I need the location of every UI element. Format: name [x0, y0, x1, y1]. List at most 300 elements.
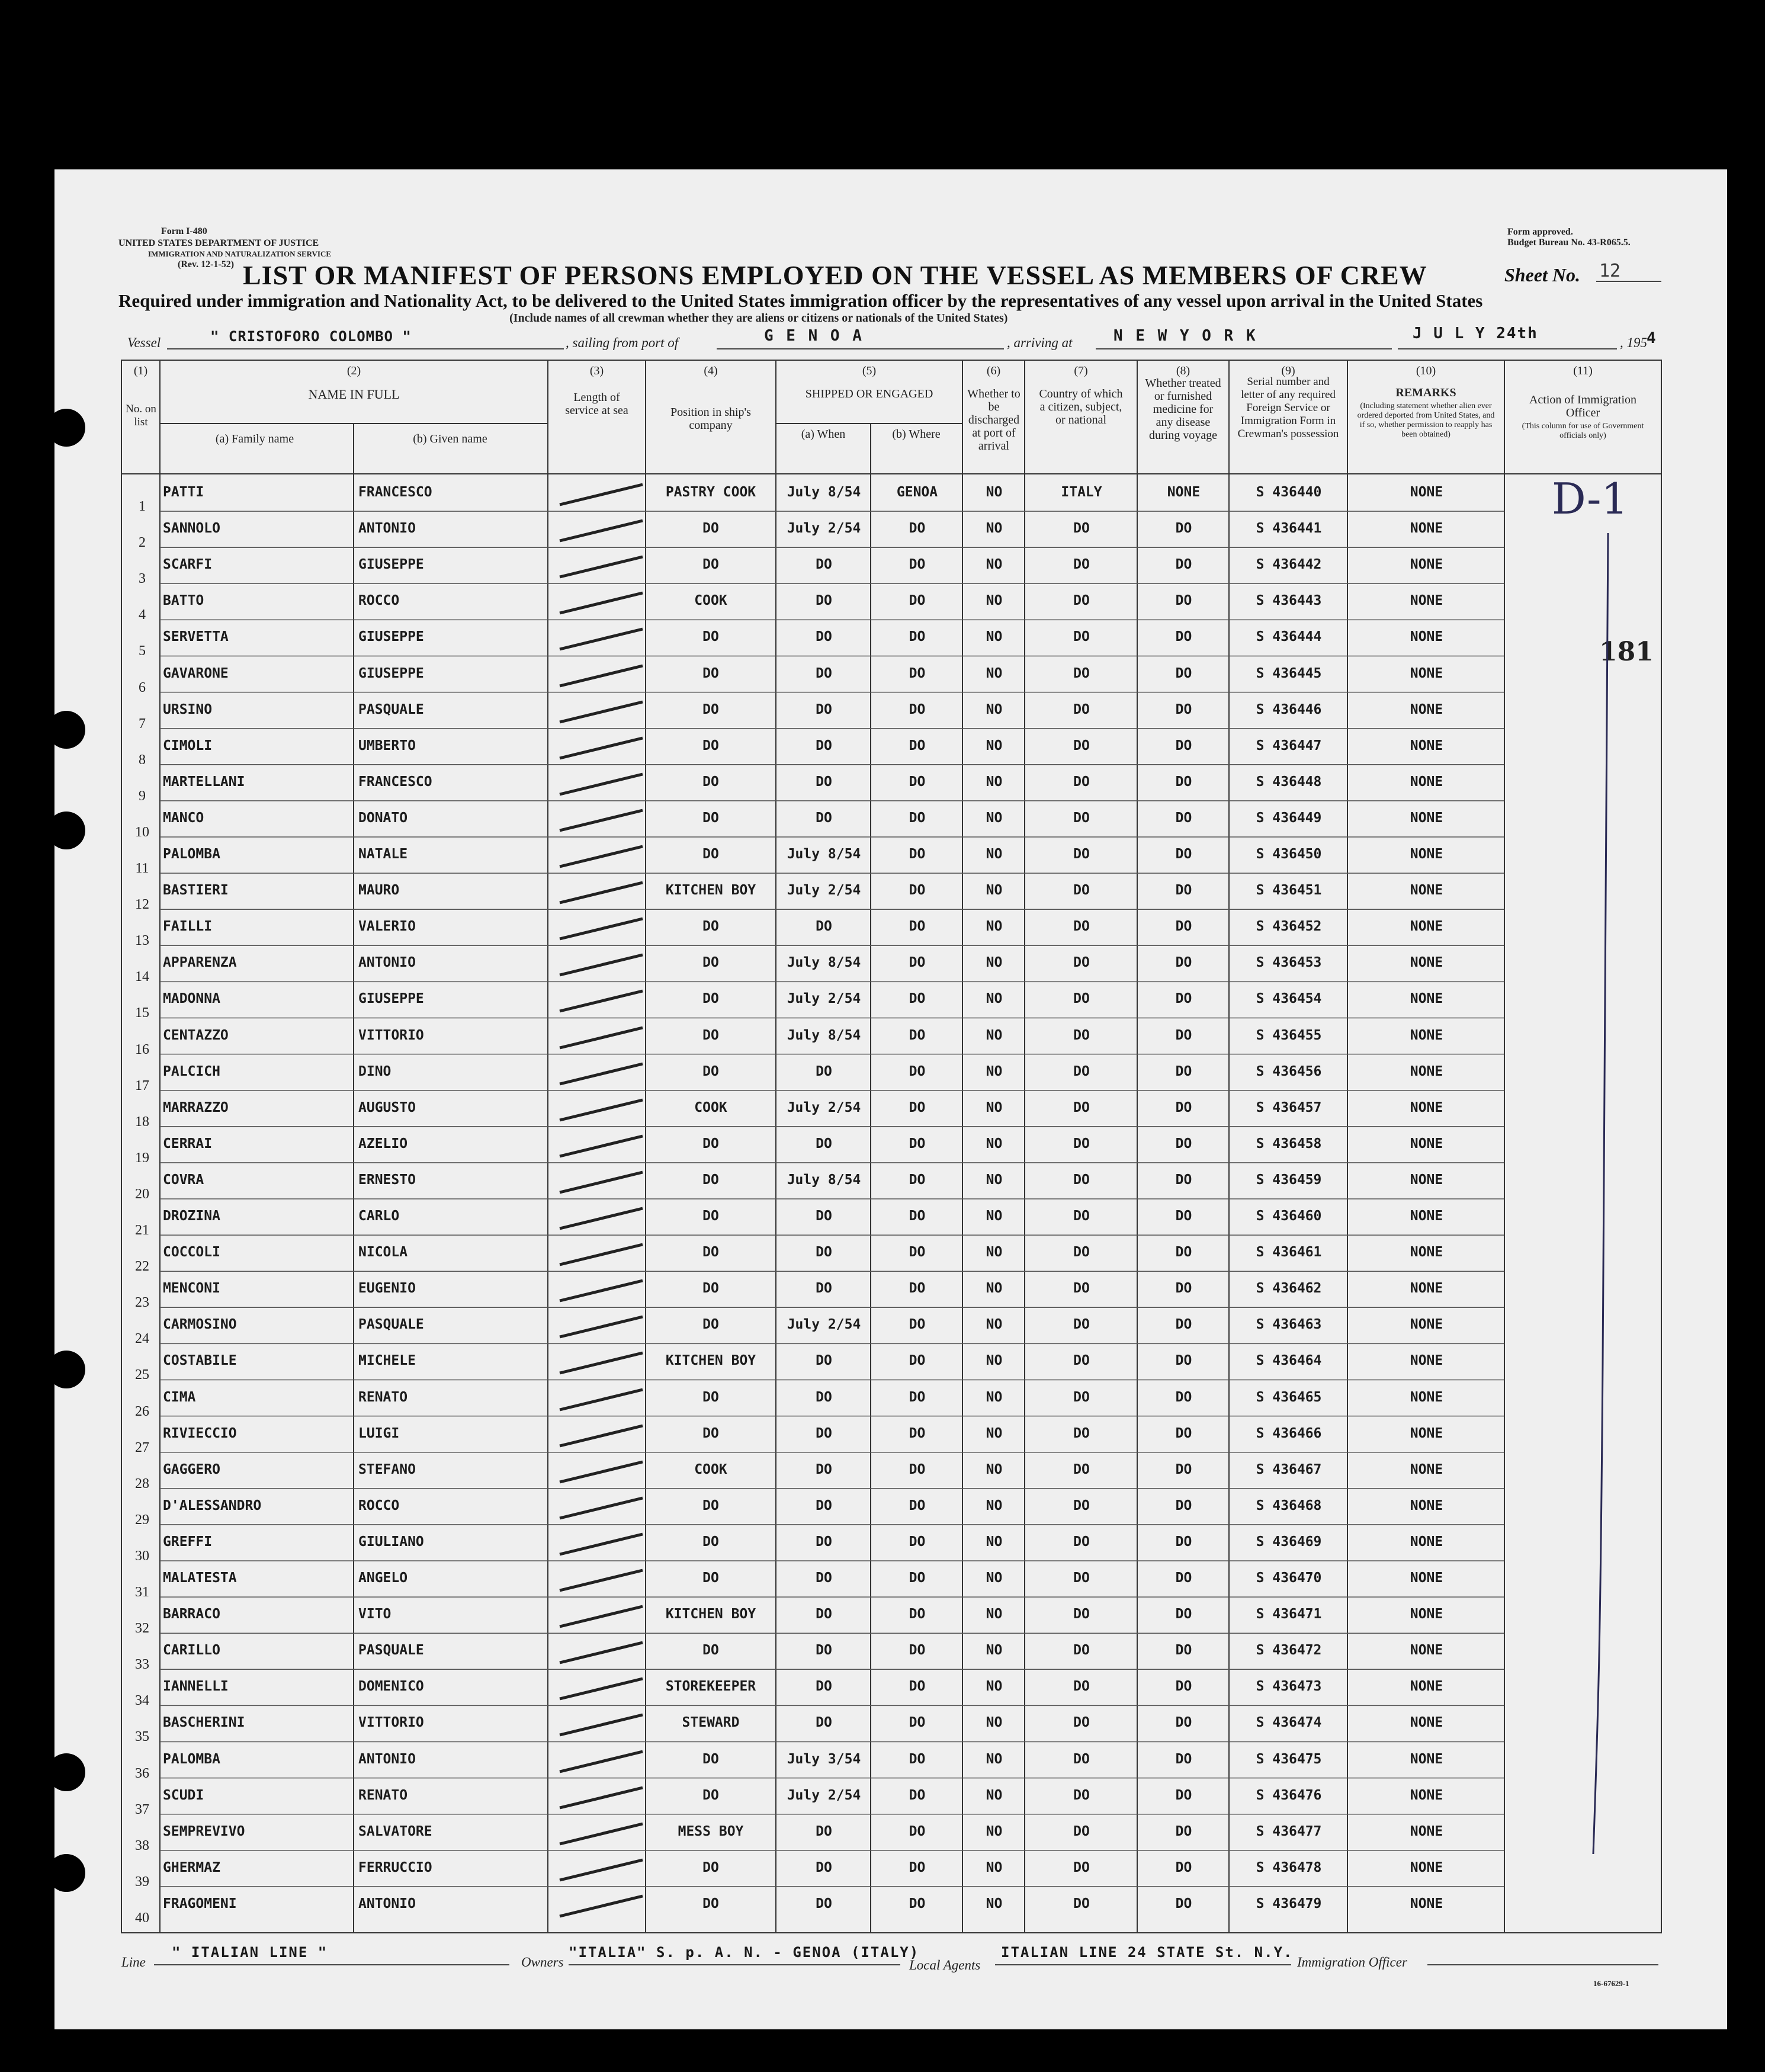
serial-number: S 436458: [1256, 1136, 1322, 1152]
service-length-strikeout: [554, 1820, 649, 1850]
remarks: NONE: [1410, 846, 1443, 862]
family-name: PALOMBA: [163, 846, 220, 862]
country: DO: [1073, 1679, 1090, 1695]
country: DO: [1073, 883, 1090, 899]
service-length-strikeout: [554, 1531, 649, 1560]
page-title: LIST OR MANIFEST OF PERSONS EMPLOYED ON THE VESSEL AS MEMBERS OF CREW: [243, 260, 1427, 290]
shipped-where: DO: [909, 1389, 926, 1405]
service-length-strikeout: [554, 1748, 649, 1778]
service-length-strikeout: [554, 589, 649, 619]
service-length-strikeout: [554, 481, 649, 511]
position: KITCHEN BOY: [665, 1606, 756, 1622]
shipped-when: DO: [816, 774, 832, 790]
shipped-when: July 8/54: [787, 1027, 861, 1043]
country: DO: [1073, 521, 1090, 537]
medicine: DO: [1175, 1461, 1192, 1477]
shipped-when: DO: [816, 701, 832, 717]
family-name: BASCHERINI: [163, 1715, 245, 1731]
discharged: NO: [986, 593, 1003, 609]
remarks: NONE: [1410, 665, 1443, 681]
service-length-strikeout: [554, 1639, 649, 1669]
discharged: NO: [986, 1461, 1003, 1477]
serial-number: S 436456: [1256, 1063, 1322, 1079]
country: DO: [1073, 955, 1090, 971]
discharged: NO: [986, 1751, 1003, 1767]
discharged: NO: [986, 1389, 1003, 1405]
row-number: 23: [135, 1295, 149, 1311]
country: DO: [1073, 1027, 1090, 1043]
service-length-strikeout: [554, 1024, 649, 1054]
service-length-strikeout: [554, 1784, 649, 1814]
service-length-strikeout: [554, 1277, 649, 1307]
discharged: NO: [986, 1715, 1003, 1731]
country: DO: [1073, 1353, 1090, 1369]
family-name: SEMPREVIVO: [163, 1823, 245, 1839]
shipped-when: DO: [816, 665, 832, 681]
port-of-sailing: G E N O A: [764, 327, 864, 345]
service-length-strikeout: [554, 915, 649, 945]
country: DO: [1073, 1136, 1090, 1152]
family-name: SCUDI: [163, 1787, 204, 1803]
given-name: GIULIANO: [358, 1534, 424, 1550]
discharged: NO: [986, 1823, 1003, 1839]
year-digit: 4: [1647, 329, 1658, 347]
shipped-when: DO: [816, 1895, 832, 1911]
remarks: NONE: [1410, 1136, 1443, 1152]
country: DO: [1073, 991, 1090, 1007]
position: DO: [702, 1027, 719, 1043]
remarks: NONE: [1410, 955, 1443, 971]
remarks: NONE: [1410, 810, 1443, 826]
remarks: NONE: [1410, 1245, 1443, 1260]
shipped-where: DO: [909, 557, 926, 573]
country: DO: [1073, 1895, 1090, 1911]
position: DO: [702, 1751, 719, 1767]
col-8-header: Whether treated or furnished medicine for any disease during voyage: [1145, 377, 1221, 442]
given-name: PASQUALE: [358, 1317, 424, 1333]
row-number: 34: [135, 1693, 149, 1709]
country: DO: [1073, 1172, 1090, 1188]
country: DO: [1073, 1643, 1090, 1659]
subtitle: Required under immigration and Nationality Act, to be delivered to the United States immigration officer by the representatives of any vessel upon arrival in the United States: [118, 290, 1483, 311]
shipped-when: July 8/54: [787, 1172, 861, 1188]
shipped-where: DO: [909, 1606, 926, 1622]
row-number: 29: [135, 1512, 149, 1528]
shipped-where: DO: [909, 593, 926, 609]
col-2-header: NAME IN FULL: [308, 387, 400, 402]
service-length-strikeout: [554, 1856, 649, 1886]
service-length-strikeout: [554, 517, 649, 547]
medicine: DO: [1175, 1099, 1192, 1115]
given-name: DONATO: [358, 810, 408, 826]
discharged: NO: [986, 883, 1003, 899]
discharged: NO: [986, 1497, 1003, 1513]
serial-number: S 436445: [1256, 665, 1322, 681]
row-number: 2: [139, 535, 146, 551]
remarks: NONE: [1410, 1063, 1443, 1079]
row-number: 3: [139, 571, 146, 587]
country: DO: [1073, 1606, 1090, 1622]
serial-number: S 436447: [1256, 737, 1322, 753]
col-7-header: Country of which a citizen, subject, or national: [1039, 387, 1123, 426]
given-name: VITTORIO: [358, 1715, 424, 1731]
family-name: FAILLI: [163, 919, 213, 935]
medicine: DO: [1175, 1136, 1192, 1152]
given-name: NATALE: [358, 846, 408, 862]
serial-number: S 436452: [1256, 919, 1322, 935]
row-number: 27: [135, 1439, 149, 1455]
position: DO: [702, 1063, 719, 1079]
col-2a-header: (a) Family name: [215, 432, 294, 445]
shipped-where: DO: [909, 1823, 926, 1839]
shipped-where: DO: [909, 1172, 926, 1188]
shipped-where: DO: [909, 991, 926, 1007]
row-number: 37: [135, 1801, 149, 1817]
service-length-strikeout: [554, 1096, 649, 1126]
serial-number: S 436470: [1256, 1570, 1322, 1586]
service-length-strikeout: [554, 1567, 649, 1596]
family-name: PALOMBA: [163, 1751, 220, 1767]
medicine: DO: [1175, 1679, 1192, 1695]
row-number: 14: [135, 969, 149, 985]
discharged: NO: [986, 1136, 1003, 1152]
row-number: 6: [139, 679, 146, 695]
line-label: Line: [121, 1955, 146, 1970]
discharged: NO: [986, 810, 1003, 826]
position: DO: [702, 629, 719, 645]
serial-number: S 436466: [1256, 1425, 1322, 1441]
given-name: SALVATORE: [358, 1823, 432, 1839]
medicine: DO: [1175, 1534, 1192, 1550]
service-length-strikeout: [554, 1386, 649, 1416]
shipped-when: DO: [816, 593, 832, 609]
remarks: NONE: [1410, 774, 1443, 790]
position: DO: [702, 1389, 719, 1405]
remarks: NONE: [1410, 593, 1443, 609]
medicine: DO: [1175, 955, 1192, 971]
shipped-when: DO: [816, 1208, 832, 1224]
service-length-strikeout: [554, 951, 649, 981]
remarks: NONE: [1410, 701, 1443, 717]
medicine: NONE: [1167, 485, 1201, 500]
family-name: APPARENZA: [163, 955, 237, 971]
medicine: DO: [1175, 665, 1192, 681]
position: KITCHEN BOY: [665, 883, 756, 899]
col-5-number: (5): [862, 364, 877, 377]
service-length-strikeout: [554, 1169, 649, 1198]
col-10-header: REMARKS: [1395, 386, 1456, 399]
given-name: RENATO: [358, 1787, 408, 1803]
shipped-when: July 2/54: [787, 1317, 861, 1333]
col-10-number: (10): [1416, 364, 1436, 377]
family-name: BATTO: [163, 593, 204, 609]
serial-number: S 436443: [1256, 593, 1322, 609]
medicine: DO: [1175, 1497, 1192, 1513]
shipped-when: July 8/54: [787, 485, 861, 500]
shipped-where: DO: [909, 1534, 926, 1550]
shipped-where: DO: [909, 1245, 926, 1260]
serial-number: S 436461: [1256, 1245, 1322, 1260]
service-length-strikeout: [554, 1205, 649, 1234]
shipped-when: DO: [816, 1063, 832, 1079]
row-number: 40: [135, 1910, 149, 1926]
country: DO: [1073, 665, 1090, 681]
vessel-name: " CRISTOFORO COLOMBO ": [210, 328, 412, 345]
serial-number: S 436469: [1256, 1534, 1322, 1550]
service-length-strikeout: [554, 771, 649, 800]
col-11-header: Action of Immigration Officer: [1529, 393, 1637, 419]
service-length-strikeout: [554, 662, 649, 692]
agents-label: Local Agents: [909, 1958, 981, 1972]
serial-number: S 436473: [1256, 1679, 1322, 1695]
serial-number: S 436477: [1256, 1823, 1322, 1839]
serial-number: S 436463: [1256, 1317, 1322, 1333]
remarks: NONE: [1410, 1787, 1443, 1803]
col-1-header: No. on list: [126, 403, 156, 428]
col-7-number: (7): [1074, 364, 1088, 377]
col-9-number: (9): [1281, 364, 1295, 377]
row-number: 30: [135, 1548, 149, 1564]
position: DO: [702, 1497, 719, 1513]
medicine: DO: [1175, 1823, 1192, 1839]
position: DO: [702, 1425, 719, 1441]
col-8-number: (8): [1176, 364, 1190, 377]
shipped-where: DO: [909, 1751, 926, 1767]
family-name: FRAGOMENI: [163, 1895, 237, 1911]
budget-bureau-line: Budget Bureau No. 43-R065.5.: [1507, 238, 1631, 248]
service-length-strikeout: [554, 698, 649, 728]
family-name: BASTIERI: [163, 883, 229, 899]
position: DO: [702, 1172, 719, 1188]
medicine: DO: [1175, 1063, 1192, 1079]
col-1-number: (1): [133, 364, 148, 377]
given-name: LUIGI: [358, 1425, 400, 1441]
local-agents: ITALIAN LINE 24 STATE St. N.Y.: [1001, 1944, 1294, 1961]
medicine: DO: [1175, 1787, 1192, 1803]
service-length-strikeout: [554, 626, 649, 655]
shipped-where: DO: [909, 1679, 926, 1695]
family-name: CIMA: [163, 1389, 196, 1405]
position: DO: [702, 1859, 719, 1875]
vessel-label: Vessel: [127, 335, 161, 350]
serial-number: S 436451: [1256, 883, 1322, 899]
family-name: CARMOSINO: [163, 1317, 237, 1333]
discharged: NO: [986, 1859, 1003, 1875]
family-name: IANNELLI: [163, 1679, 229, 1695]
discharged: NO: [986, 629, 1003, 645]
medicine: DO: [1175, 1643, 1192, 1659]
shipped-where: DO: [909, 1715, 926, 1731]
family-name: SERVETTA: [163, 629, 229, 645]
discharged: NO: [986, 1245, 1003, 1260]
given-name: ROCCO: [358, 1497, 400, 1513]
shipped-when: DO: [816, 1497, 832, 1513]
given-name: VITTORIO: [358, 1027, 424, 1043]
medicine: DO: [1175, 521, 1192, 537]
shipped-when: July 2/54: [787, 883, 861, 899]
given-name: PASQUALE: [358, 701, 424, 717]
position: STOREKEEPER: [665, 1679, 756, 1695]
row-number: 25: [135, 1367, 149, 1383]
print-code: 16-67629-1: [1593, 1979, 1629, 1988]
country: DO: [1073, 1317, 1090, 1333]
remarks: NONE: [1410, 1461, 1443, 1477]
position: DO: [702, 774, 719, 790]
medicine: DO: [1175, 1751, 1192, 1767]
discharged: NO: [986, 1353, 1003, 1369]
action-column-line: [1552, 474, 1647, 1931]
serial-number: S 436449: [1256, 810, 1322, 826]
remarks: NONE: [1410, 1859, 1443, 1875]
given-name: UMBERTO: [358, 737, 416, 753]
family-name: MENCONI: [163, 1281, 220, 1297]
country: DO: [1073, 1570, 1090, 1586]
remarks: NONE: [1410, 1895, 1443, 1911]
country: DO: [1073, 1534, 1090, 1550]
row-number: 21: [135, 1223, 149, 1238]
shipped-where: DO: [909, 701, 926, 717]
shipped-when: July 3/54: [787, 1751, 861, 1767]
family-name: MADONNA: [163, 991, 220, 1007]
service-length-strikeout: [554, 807, 649, 836]
given-name: RENATO: [358, 1389, 408, 1405]
shipped-when: DO: [816, 1679, 832, 1695]
discharged: NO: [986, 919, 1003, 935]
position: DO: [702, 521, 719, 537]
remarks: NONE: [1410, 1281, 1443, 1297]
given-name: DOMENICO: [358, 1679, 424, 1695]
shipped-when: DO: [816, 1425, 832, 1441]
discharged: NO: [986, 1099, 1003, 1115]
shipped-where: DO: [909, 1497, 926, 1513]
medicine: DO: [1175, 774, 1192, 790]
service-length-strikeout: [554, 1133, 649, 1162]
family-name: MANCO: [163, 810, 204, 826]
given-name: NICOLA: [358, 1245, 408, 1260]
serial-number: S 436465: [1256, 1389, 1322, 1405]
shipped-when: DO: [816, 1136, 832, 1152]
discharged: NO: [986, 1208, 1003, 1224]
serial-number: S 436478: [1256, 1859, 1322, 1875]
service-name: IMMIGRATION AND NATURALIZATION SERVICE: [148, 249, 332, 258]
medicine: DO: [1175, 737, 1192, 753]
serial-number: S 436457: [1256, 1099, 1322, 1115]
shipped-where: DO: [909, 1461, 926, 1477]
given-name: ERNESTO: [358, 1172, 416, 1188]
shipping-line: " ITALIAN LINE ": [172, 1944, 328, 1961]
given-name: GIUSEPPE: [358, 629, 424, 645]
position: DO: [702, 1570, 719, 1586]
medicine: DO: [1175, 883, 1192, 899]
discharged: NO: [986, 1895, 1003, 1911]
country: DO: [1073, 1715, 1090, 1731]
given-name: ANTONIO: [358, 1895, 416, 1911]
shipped-where: DO: [909, 1063, 926, 1079]
row-number: 16: [135, 1041, 149, 1057]
serial-number: S 436442: [1256, 557, 1322, 573]
family-name: SANNOLO: [163, 521, 220, 537]
medicine: DO: [1175, 1895, 1192, 1911]
service-length-strikeout: [554, 1603, 649, 1632]
row-number: 13: [135, 933, 149, 949]
shipped-where: DO: [909, 883, 926, 899]
serial-number: S 436468: [1256, 1497, 1322, 1513]
position: DO: [702, 991, 719, 1007]
position: PASTRY COOK: [665, 485, 756, 500]
family-name: CERRAI: [163, 1136, 213, 1152]
serial-number: S 436450: [1256, 846, 1322, 862]
col-3-number: (3): [589, 364, 604, 377]
position: DO: [702, 1245, 719, 1260]
row-number: 18: [135, 1114, 149, 1130]
shipped-when: DO: [816, 810, 832, 826]
family-name: COVRA: [163, 1172, 204, 1188]
service-length-strikeout: [554, 843, 649, 873]
row-number: 11: [135, 861, 149, 876]
family-name: GREFFI: [163, 1534, 213, 1550]
shipped-when: DO: [816, 1715, 832, 1731]
service-length-strikeout: [554, 1458, 649, 1488]
position: COOK: [694, 593, 727, 609]
row-number: 12: [135, 897, 149, 913]
given-name: ANTONIO: [358, 955, 416, 971]
shipped-where: DO: [909, 1895, 926, 1911]
col-2b-header: (b) Given name: [413, 432, 487, 445]
service-length-strikeout: [554, 734, 649, 764]
remarks: NONE: [1410, 883, 1443, 899]
shipped-when: July 8/54: [787, 846, 861, 862]
discharged: NO: [986, 701, 1003, 717]
shipped-where: DO: [909, 1027, 926, 1043]
shipped-where: DO: [909, 1281, 926, 1297]
shipped-where: GENOA: [896, 485, 938, 500]
discharged: NO: [986, 1679, 1003, 1695]
serial-number: S 436459: [1256, 1172, 1322, 1188]
family-name: RIVIECCIO: [163, 1425, 237, 1441]
shipped-where: DO: [909, 1425, 926, 1441]
col-11-note: (This column for use of Government officials only): [1522, 422, 1644, 440]
given-name: FRANCESCO: [358, 485, 432, 500]
shipped-when: DO: [816, 1823, 832, 1839]
position: DO: [702, 1534, 719, 1550]
given-name: VITO: [358, 1606, 391, 1622]
row-number: 26: [135, 1403, 149, 1419]
position: STEWARD: [682, 1715, 740, 1731]
row-number: 4: [139, 607, 146, 623]
remarks: NONE: [1410, 737, 1443, 753]
service-length-strikeout: [554, 1675, 649, 1705]
shipped-where: DO: [909, 955, 926, 971]
serial-number: S 436453: [1256, 955, 1322, 971]
country: DO: [1073, 1497, 1090, 1513]
port-label: , sailing from port of: [566, 335, 679, 350]
medicine: DO: [1175, 593, 1192, 609]
remarks: NONE: [1410, 629, 1443, 645]
position: DO: [702, 557, 719, 573]
remarks: NONE: [1410, 919, 1443, 935]
medicine: DO: [1175, 1606, 1192, 1622]
medicine: DO: [1175, 701, 1192, 717]
position: DO: [702, 846, 719, 862]
serial-number: S 436455: [1256, 1027, 1322, 1043]
position: DO: [702, 737, 719, 753]
row-number: 35: [135, 1729, 149, 1745]
family-name: GAVARONE: [163, 665, 229, 681]
serial-number: S 436472: [1256, 1643, 1322, 1659]
discharged: NO: [986, 1606, 1003, 1622]
discharged: NO: [986, 955, 1003, 971]
serial-number: S 436479: [1256, 1895, 1322, 1911]
